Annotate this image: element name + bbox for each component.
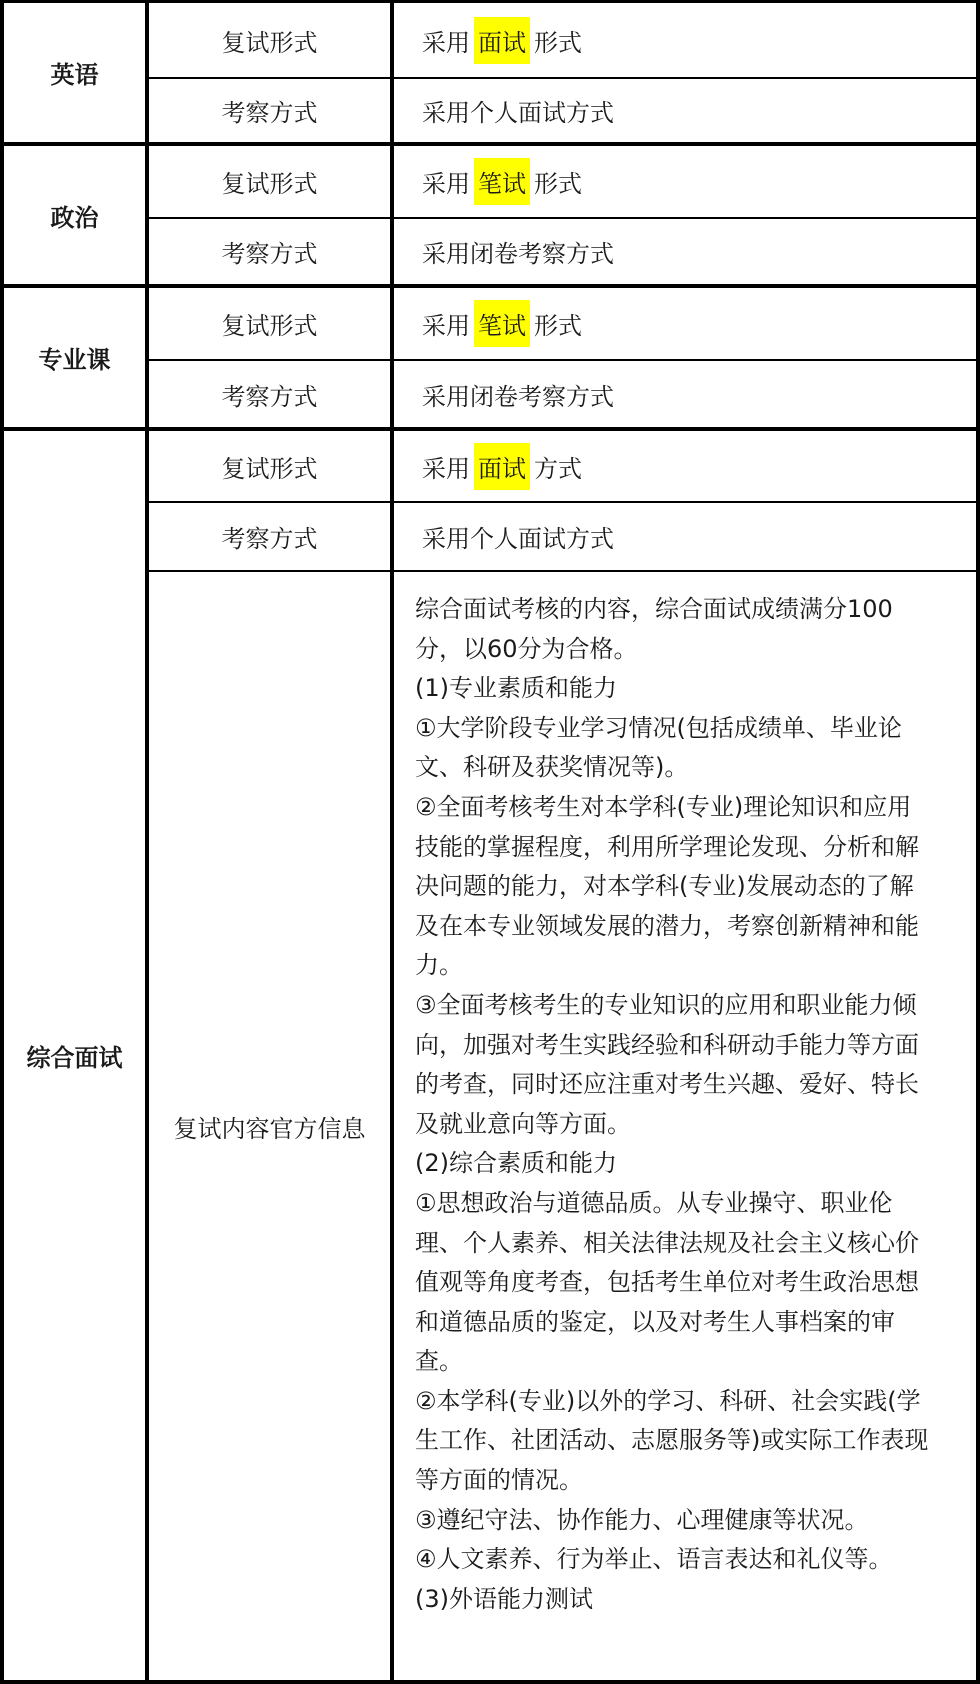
content-line: 决问题的能力，对本学科(专业)发展动态的了解 xyxy=(415,872,914,901)
value-prefix: 采用 xyxy=(422,454,470,483)
content-line: 文、科研及获奖情况等)。 xyxy=(415,753,689,782)
table-border-bottom xyxy=(0,1680,980,1684)
content-line: 理、个人素养、相关法律法规及社会主义核心价 xyxy=(415,1228,919,1257)
subject-label: 专业课 xyxy=(38,346,111,374)
value-suffix: 形式 xyxy=(534,28,582,57)
highlighted-keyword: 笔试 xyxy=(474,158,530,205)
row-value xyxy=(394,3,976,77)
content-line: 等方面的情况。 xyxy=(415,1466,583,1495)
row-label: 考察方式 xyxy=(221,99,318,127)
content-line: ①思想政治与道德品质。从专业操守、职业伦 xyxy=(415,1188,893,1217)
value-suffix: 形式 xyxy=(534,170,582,198)
row-value: 采用闭卷考察方式 xyxy=(422,382,614,411)
value-prefix: 采用 xyxy=(422,170,470,198)
content-line: 的考查，同时还应注重对考生兴趣、爱好、特长 xyxy=(415,1070,919,1099)
row-label: 考察方式 xyxy=(221,382,318,411)
table-border-right xyxy=(976,0,980,1684)
content-line: 技能的掌握程度，利用所学理论发现、分析和解 xyxy=(415,832,919,861)
content-line: 综合面试考核的内容，综合面试成绩满分100 xyxy=(415,595,893,623)
row-label: 考察方式 xyxy=(221,240,318,268)
row-label: 复试形式 xyxy=(221,312,318,340)
content-line: 分，以60分为合格。 xyxy=(415,634,638,663)
content-line: 生工作、社团活动、志愿服务等)或实际工作表现 xyxy=(415,1426,929,1455)
row-label: 复试形式 xyxy=(221,454,318,483)
row-value xyxy=(394,146,976,217)
row-label: 复试形式 xyxy=(221,28,318,57)
value-prefix: 采用 xyxy=(422,28,470,57)
row-value xyxy=(394,288,976,359)
highlighted-keyword: 面试 xyxy=(474,443,530,490)
value-suffix: 方式 xyxy=(534,454,582,483)
content-line: 和道德品质的鉴定，以及对考生人事档案的审 xyxy=(415,1307,895,1336)
content-line: ①大学阶段专业学习情况(包括成绩单、毕业论 xyxy=(415,713,902,742)
content-line: 力。 xyxy=(415,951,463,980)
content-line: ②全面考核考生对本学科(专业)理论知识和应用 xyxy=(415,792,912,821)
value-prefix: 采用 xyxy=(422,312,470,340)
content-line: 查。 xyxy=(415,1347,463,1376)
content-line: ③全面考核考生的专业知识的应用和职业能力倾 xyxy=(415,990,917,1019)
row-label: 复试内容官方信息 xyxy=(173,1114,366,1143)
content-line: ②本学科(专业)以外的学习、科研、社会实践(学 xyxy=(415,1386,921,1415)
highlighted-keyword: 面试 xyxy=(474,17,530,64)
content-line: 及在本专业领域发展的潜力，考察创新精神和能 xyxy=(415,911,919,940)
value-suffix: 形式 xyxy=(534,312,582,340)
content-line: 向，加强对考生实践经验和科研动手能力等方面 xyxy=(415,1030,919,1059)
interview-content xyxy=(415,590,975,1619)
content-line: 值观等角度考查，包括考生单位对考生政治思想 xyxy=(415,1268,919,1297)
subject-label: 英语 xyxy=(50,61,99,89)
content-line: (2)综合素质和能力 xyxy=(415,1149,617,1178)
row-value: 采用闭卷考察方式 xyxy=(422,240,614,268)
row-value: 采用个人面试方式 xyxy=(422,99,614,127)
content-line: ④人文素养、行为举止、语言表达和礼仪等。 xyxy=(415,1545,893,1574)
content-line: ③遵纪守法、协作能力、心理健康等状况。 xyxy=(415,1505,869,1534)
subject-label: 政治 xyxy=(50,203,99,232)
content-line: 及就业意向等方面。 xyxy=(415,1109,631,1138)
row-value: 采用个人面试方式 xyxy=(422,525,614,553)
row-label: 考察方式 xyxy=(221,525,318,553)
highlighted-keyword: 笔试 xyxy=(474,300,530,347)
row-value xyxy=(394,431,976,501)
row-label: 复试形式 xyxy=(221,170,318,198)
content-line: (3)外语能力测试 xyxy=(415,1584,593,1613)
content-line: (1)专业素质和能力 xyxy=(415,674,617,703)
subject-label: 综合面试 xyxy=(26,1044,123,1072)
